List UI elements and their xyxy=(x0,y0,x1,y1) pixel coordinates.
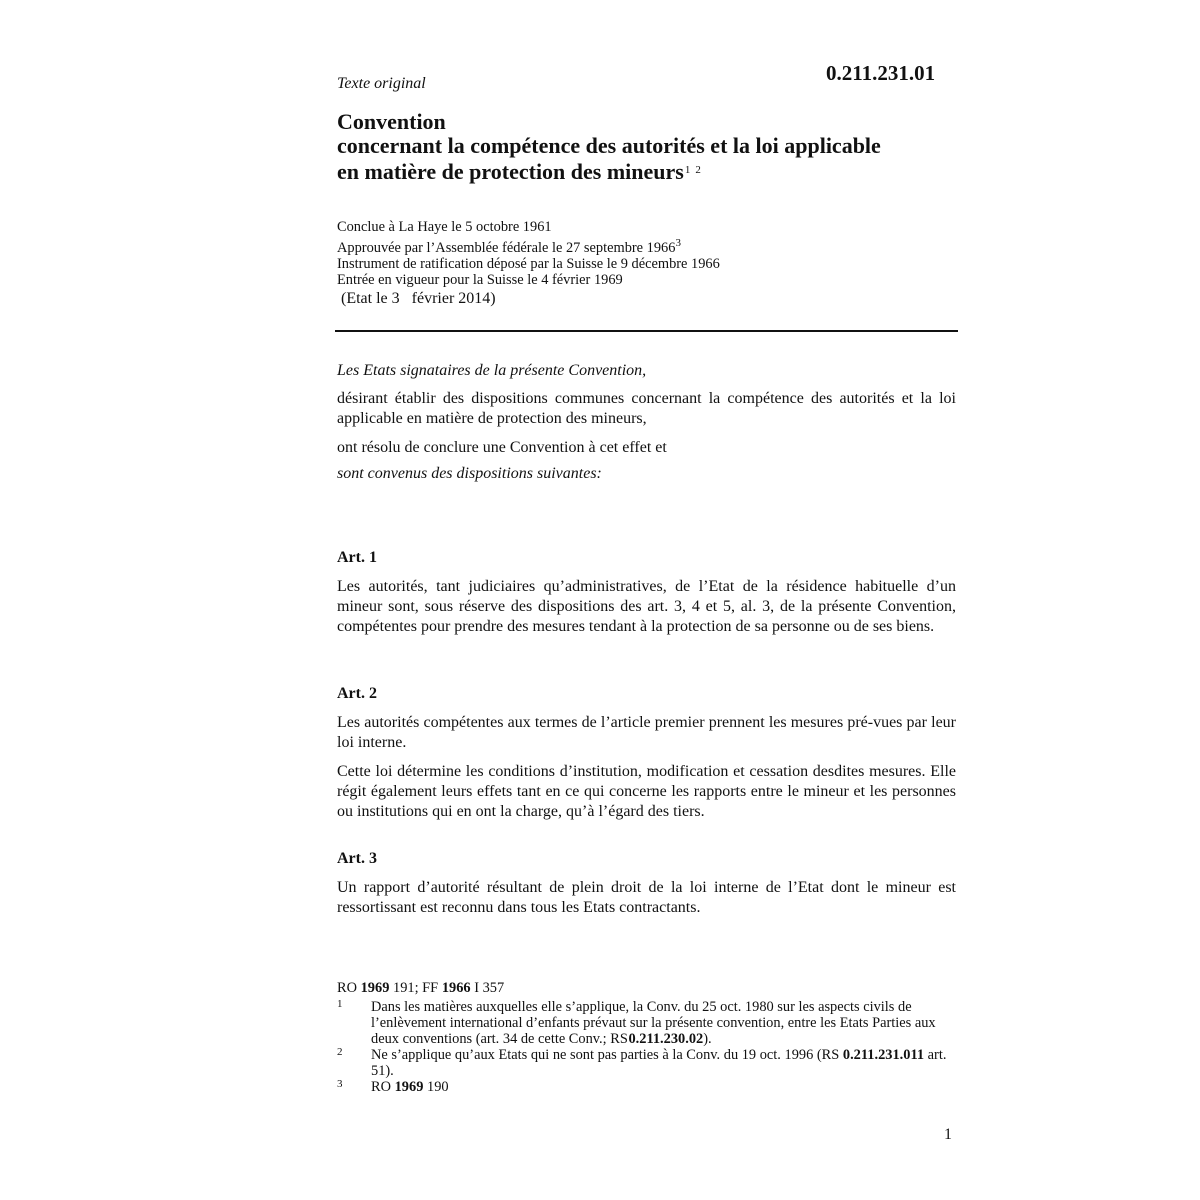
article-3-paragraph: Un rapport d’autorité résultant de plein droit de la loi interne de l’Etat dont le mineur est ressortissant est reconnu dans tous les Etats contractants. xyxy=(337,879,956,916)
title-line-1: Convention xyxy=(337,109,446,134)
entry-into-force-line: Entrée en vigueur pour la Suisse le 4 février 1969 xyxy=(337,272,623,288)
footnote-number: 2 xyxy=(337,1046,343,1058)
ff-year: 1966 xyxy=(441,980,471,996)
footnote-ref-3[interactable]: 3 xyxy=(675,237,681,249)
preamble-agreement: sont convenus des dispositions suivantes: xyxy=(337,465,602,482)
footnote-number: 3 xyxy=(337,1078,343,1090)
preamble-desire: désirant établir des dispositions communes concernant la compétence des autorités et la loi applicable en matière de protection des mineurs, xyxy=(337,390,956,427)
footnote-sr-link[interactable]: 0.211.230.02 xyxy=(628,1031,704,1047)
footnotes xyxy=(337,980,957,1095)
footnote-2 xyxy=(337,1047,957,1079)
footnote-ro-year: 1969 xyxy=(394,1079,424,1095)
document-title xyxy=(337,110,881,184)
footnote-sr-link[interactable]: 0.211.231.011 xyxy=(842,1047,925,1063)
footnote-ref-1[interactable]: 1 xyxy=(684,164,691,176)
ro-label: RO xyxy=(337,980,357,996)
ff-page: I 357 xyxy=(474,980,505,996)
approved-line xyxy=(337,235,720,256)
title-line-3 xyxy=(337,158,881,184)
concluded-line: Conclue à La Haye le 5 octobre 1961 xyxy=(337,219,552,235)
page-number: 1 xyxy=(944,1126,952,1143)
footnote-text-end: art. 51). xyxy=(371,1047,947,1079)
ratification-line: Instrument de ratification déposé par la Suisse le 9 décembre 1966 xyxy=(337,256,720,272)
footnote-ref-2[interactable]: 2 xyxy=(695,164,701,176)
footnote-text-end: 190 xyxy=(427,1079,449,1095)
article-2-paragraph-2: Cette loi détermine les conditions d’institution, modification et cessation desdites mesures. Elle régit également leurs effets tant en ce qui concerne les rapports entre le mineur et les personnes ou institutions qui en ont la charge, qu’à l’égard des tiers. xyxy=(337,763,956,820)
article-2-paragraph-1: Les autorités compétentes aux termes de l’article premier prennent les mesures pré-vues par leur loi interne. xyxy=(337,714,956,751)
article-2-heading: Art. 2 xyxy=(337,685,377,702)
footnote-text: Ne s’applique qu’aux Etats qui ne sont pas parties à la Conv. du 19 oct. 1996 (RS xyxy=(371,1047,840,1063)
article-3-heading: Art. 3 xyxy=(337,850,377,867)
status-date: (Etat le 3 février 2014) xyxy=(341,290,496,307)
article-1-paragraph: Les autorités, tant judiciaires qu’administratives, de l’Etat de la résidence habituelle d’un mineur sont, sous réserve des dispositions des art. 3, 4 et 5, al. 3, de la présente Convention, compétentes pour prendre des mesures tendant à la protection de sa personne ou de ses biens. xyxy=(337,578,956,635)
footnote-3 xyxy=(337,1079,957,1095)
original-text-label: Texte original xyxy=(337,75,426,92)
ro-page: 191; FF xyxy=(393,980,439,996)
ro-year: 1969 xyxy=(360,980,390,996)
footnote-number: 1 xyxy=(337,998,343,1010)
source-reference xyxy=(337,980,957,996)
footnote-text: Dans les matières auxquelles elle s’applique, la Conv. du 25 oct. 1980 sur les aspects civils de l’enlèvement international d’enfants prévaut sur la présente convention, entre les Etats Parties aux deux conventions (art. 34 de cette Conv.; RS xyxy=(371,999,936,1047)
title-line-3-text: en matière de protection des mineurs xyxy=(337,159,684,184)
footnote-1 xyxy=(337,999,957,1047)
preamble-resolution: ont résolu de conclure une Convention à cet effet et xyxy=(337,439,667,456)
header-divider xyxy=(335,330,958,332)
document-metadata xyxy=(337,219,720,288)
footnote-text: RO xyxy=(371,1079,391,1095)
footnote-text-end: ). xyxy=(703,1031,712,1047)
approved-text: Approuvée par l’Assemblée fédérale le 27 septembre 1966 xyxy=(337,240,676,256)
article-1-heading: Art. 1 xyxy=(337,549,377,566)
title-line-2: concernant la compétence des autorités et la loi applicable xyxy=(337,133,881,158)
preamble-intro: Les Etats signataires de la présente Convention, xyxy=(337,362,647,379)
sr-number: 0.211.231.01 xyxy=(826,61,936,85)
